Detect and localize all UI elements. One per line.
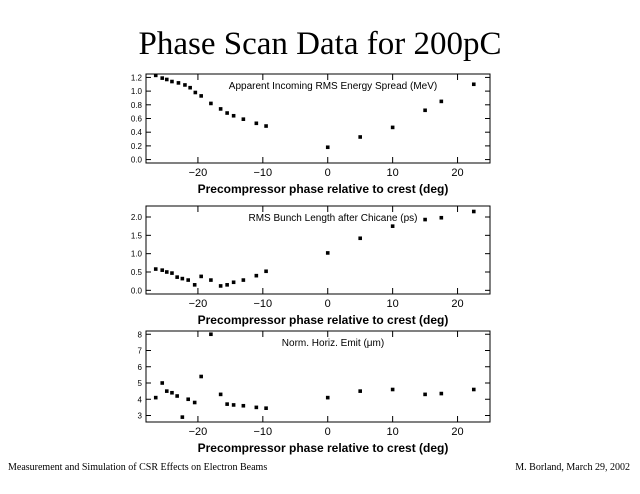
data-point (225, 402, 229, 406)
y-tick-label: 0.6 (130, 114, 142, 124)
data-point (194, 91, 198, 95)
data-point (391, 388, 395, 392)
y-tick-label: 0.0 (130, 155, 142, 165)
x-tick-label: −20 (188, 298, 208, 310)
data-point (440, 216, 444, 220)
y-tick-label: 0.5 (130, 268, 142, 277)
x-tick-label: 10 (386, 167, 399, 179)
x-tick-label: 20 (451, 167, 464, 179)
data-point (225, 111, 229, 115)
data-point (440, 392, 444, 396)
data-point (255, 274, 259, 278)
data-point (181, 277, 185, 281)
x-tick-label: 10 (386, 298, 399, 310)
chart-title: Norm. Horiz. Emit (μm) (281, 338, 385, 349)
x-tick-label: 20 (451, 298, 464, 310)
data-point (255, 121, 259, 125)
x-tick-label: 0 (324, 298, 331, 310)
data-point (232, 403, 236, 407)
data-point (183, 83, 187, 87)
data-point (177, 81, 181, 85)
data-point (358, 236, 362, 240)
data-point (264, 269, 268, 273)
data-point (199, 375, 203, 379)
footer-left: Measurement and Simulation of CSR Effects on Electron Beams (8, 462, 268, 473)
y-tick-label: 2.0 (130, 213, 142, 222)
data-point (181, 415, 185, 419)
x-tick-label: −10 (253, 298, 273, 310)
data-point (326, 396, 330, 400)
data-point (209, 102, 213, 106)
data-point (472, 388, 476, 392)
data-point (326, 251, 330, 255)
data-point (199, 275, 203, 279)
data-point (199, 94, 203, 98)
y-tick-label: 5 (137, 379, 142, 388)
data-point (242, 278, 246, 282)
y-tick-label: 1.0 (130, 249, 142, 259)
footer-right: M. Borland, March 29, 2002 (515, 462, 630, 473)
data-point (423, 393, 427, 397)
data-point (326, 145, 330, 149)
chart-title: Apparent Incoming RMS Energy Spread (MeV) (228, 81, 438, 92)
data-point (175, 275, 179, 279)
data-point (209, 332, 213, 336)
data-point (170, 391, 174, 395)
x-axis-label: Precompressor phase relative to crest (deg) (197, 441, 449, 455)
data-point (391, 126, 395, 130)
y-tick-label: 6 (137, 362, 142, 372)
data-point (242, 404, 246, 408)
data-point (165, 78, 169, 82)
data-point (423, 108, 427, 112)
data-point (219, 393, 223, 397)
data-point (225, 283, 229, 287)
y-tick-label: 8 (137, 330, 142, 340)
data-point (186, 397, 190, 401)
y-tick-label: 0.0 (130, 286, 142, 296)
chart-panel-2 (131, 206, 490, 327)
data-point (232, 280, 236, 284)
data-point (170, 80, 174, 84)
x-tick-label: 10 (386, 426, 399, 438)
data-point (255, 406, 259, 410)
y-tick-label: 0.8 (130, 100, 142, 110)
x-tick-label: −10 (253, 426, 273, 438)
data-point (165, 270, 169, 274)
data-point (160, 268, 164, 272)
data-point (358, 389, 362, 393)
data-point (472, 210, 476, 214)
y-tick-label: 1.0 (130, 87, 142, 97)
data-point (165, 389, 169, 393)
data-point (423, 218, 427, 222)
data-point (219, 107, 223, 111)
data-point (193, 401, 197, 405)
chart-panel-3 (138, 330, 490, 455)
page-title: Phase Scan Data for 200pC (138, 26, 502, 62)
data-point (160, 381, 164, 385)
data-point (209, 278, 213, 282)
y-tick-label: 1.5 (130, 231, 142, 241)
x-tick-label: −10 (253, 167, 273, 179)
y-tick-label: 1.2 (130, 73, 142, 83)
data-point (232, 114, 236, 118)
chart-title: RMS Bunch Length after Chicane (ps) (248, 213, 418, 224)
x-tick-label: −20 (188, 426, 208, 438)
data-point (264, 124, 268, 128)
data-point (242, 117, 246, 121)
y-tick-label: 3 (137, 411, 142, 421)
y-tick-label: 7 (137, 346, 142, 356)
y-tick-label: 4 (137, 395, 142, 405)
y-tick-label: 0.2 (130, 141, 142, 151)
data-point (170, 271, 174, 275)
data-point (154, 267, 158, 271)
y-tick-label: 0.4 (130, 128, 142, 138)
data-point (186, 278, 190, 282)
data-point (193, 283, 197, 287)
data-point (219, 284, 223, 288)
data-point (264, 406, 268, 410)
data-point (154, 74, 158, 78)
data-point (472, 82, 476, 86)
x-tick-label: 0 (324, 426, 331, 438)
x-tick-label: 20 (451, 426, 464, 438)
data-point (188, 86, 192, 90)
x-tick-label: −20 (188, 167, 208, 179)
x-axis-label: Precompressor phase relative to crest (deg) (197, 313, 449, 327)
data-point (358, 135, 362, 139)
data-point (440, 100, 444, 104)
data-point (391, 224, 395, 228)
x-axis-label: Precompressor phase relative to crest (deg) (197, 182, 449, 196)
chart-panel-1 (131, 73, 490, 196)
data-point (160, 76, 164, 80)
x-tick-label: 0 (324, 167, 331, 179)
data-point (175, 394, 179, 398)
data-point (154, 396, 158, 400)
